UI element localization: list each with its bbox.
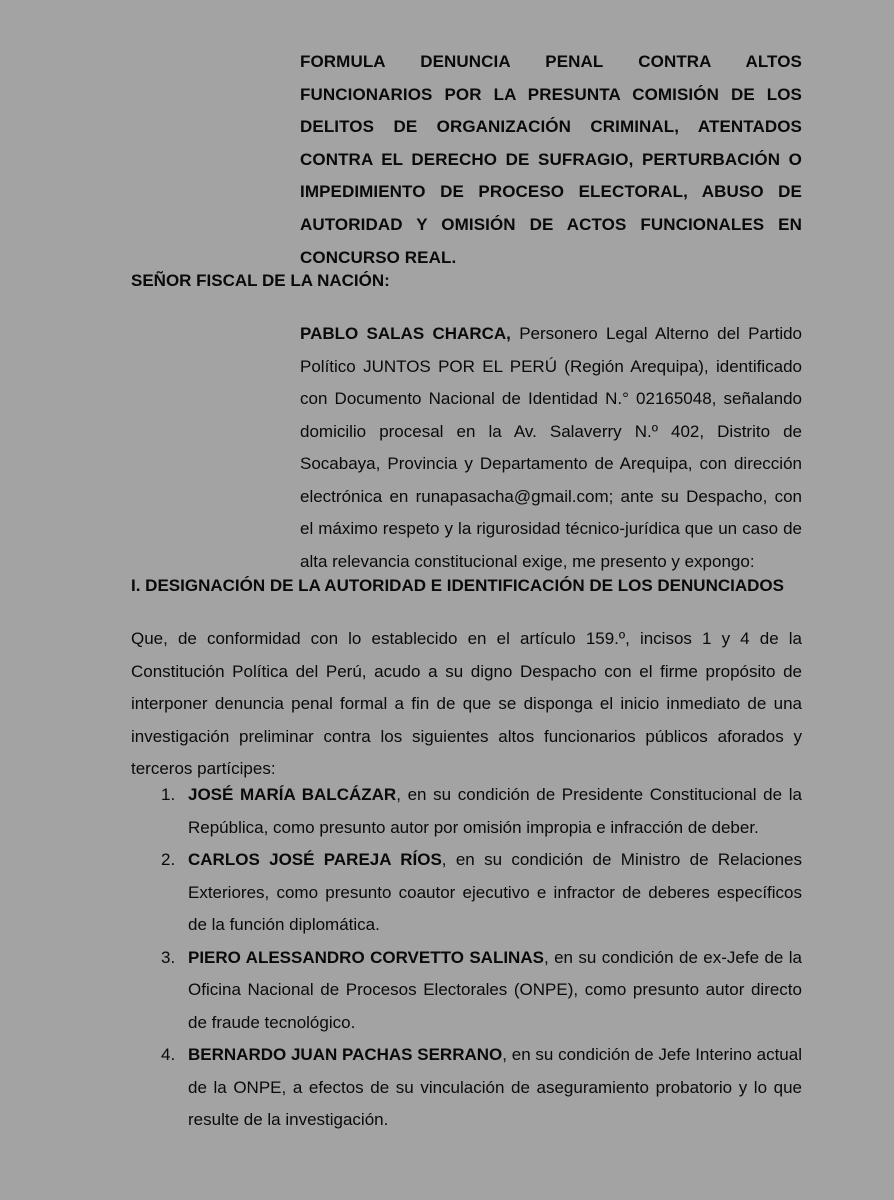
accused-name: CARLOS JOSÉ PAREJA RÍOS bbox=[188, 850, 442, 869]
complainant-name: PABLO SALAS CHARCA, bbox=[300, 324, 511, 343]
body-paragraph: Que, de conformidad con lo establecido en el artículo 159.º, incisos 1 y 4 de la Constitución Política del Perú, acudo a su digno Despacho con el firme propósito de interponer denuncia penal formal a fin de que se disponga el inicio inmediato de una investigación preliminar contra los siguientes altos funcionarios públicos aforados y terceros partícipes: bbox=[131, 629, 802, 778]
intro-paragraph bbox=[300, 318, 802, 578]
list-item bbox=[131, 779, 802, 844]
list-number: 3. bbox=[161, 947, 176, 967]
accused-name: PIERO ALESSANDRO CORVETTO SALINAS bbox=[188, 947, 544, 967]
list-number: 2. bbox=[161, 850, 176, 869]
accused-description: , en su condición de Presidente Constitucional de la República, como presunto autor por omisión impropia e infracción de deber. bbox=[188, 785, 802, 837]
accused-description: , en su condición de ex-Jefe de la Oficina Nacional de Procesos Electorales (ONPE), como presunto autor directo de fraude tecnológico. bbox=[188, 947, 802, 1032]
list-item bbox=[131, 942, 802, 1040]
list-number: 4. bbox=[161, 1045, 176, 1064]
intro-text: Personero Legal Alterno del Partido Político JUNTOS POR EL PERÚ (Región Arequipa), identificado con Documento Nacional de Identidad N.° 02165048, señalando domicilio procesal en la Av. Salaverry N.º 402, Distrito de Socabaya, Provincia y Departamento de Arequipa, con dirección electrónica en runapasacha@gmail.com; ante su Despacho, con el máximo respeto y la rigurosidad técnico-jurídica que un caso de alta relevancia constitucional exige, me presento y expongo: bbox=[300, 324, 803, 571]
addressee: SEÑOR FISCAL DE LA NACIÓN: bbox=[131, 271, 390, 290]
list-item bbox=[131, 844, 802, 942]
accused-list bbox=[131, 779, 802, 1137]
accused-name: JOSÉ MARÍA BALCÁZAR bbox=[188, 785, 397, 804]
accused-description: , en su condición de Jefe Interino actual de la ONPE, a efectos de su vinculación de aseguramiento probatorio y lo que resulte de la investigación. bbox=[188, 1045, 802, 1129]
accused-name: BERNARDO JUAN PACHAS SERRANO bbox=[188, 1045, 503, 1064]
list-item bbox=[131, 1039, 802, 1137]
list-number: 1. bbox=[161, 785, 176, 804]
accused-description: , en su condición de Ministro de Relaciones Exteriores, como presunto coautor ejecutivo e infractor de deberes específicos de la función diplomática. bbox=[188, 850, 802, 934]
section-heading: I. DESIGNACIÓN DE LA AUTORIDAD E IDENTIFICACIÓN DE LOS DENUNCIADOS bbox=[131, 576, 784, 595]
document-title: FORMULA DENUNCIA PENAL CONTRA ALTOS FUNCIONARIOS POR LA PRESUNTA COMISIÓN DE LOS DELITOS DE ORGANIZACIÓN CRIMINAL, ATENTADOS CONTRA EL DERECHO DE SUFRAGIO, PERTURBACIÓN O IMPEDIMIENTO DE PROCESO ELECTORAL, ABUSO DE AUTORIDAD Y OMISIÓN DE ACTOS FUNCIONALES EN CONCURSO REAL. bbox=[300, 52, 802, 267]
